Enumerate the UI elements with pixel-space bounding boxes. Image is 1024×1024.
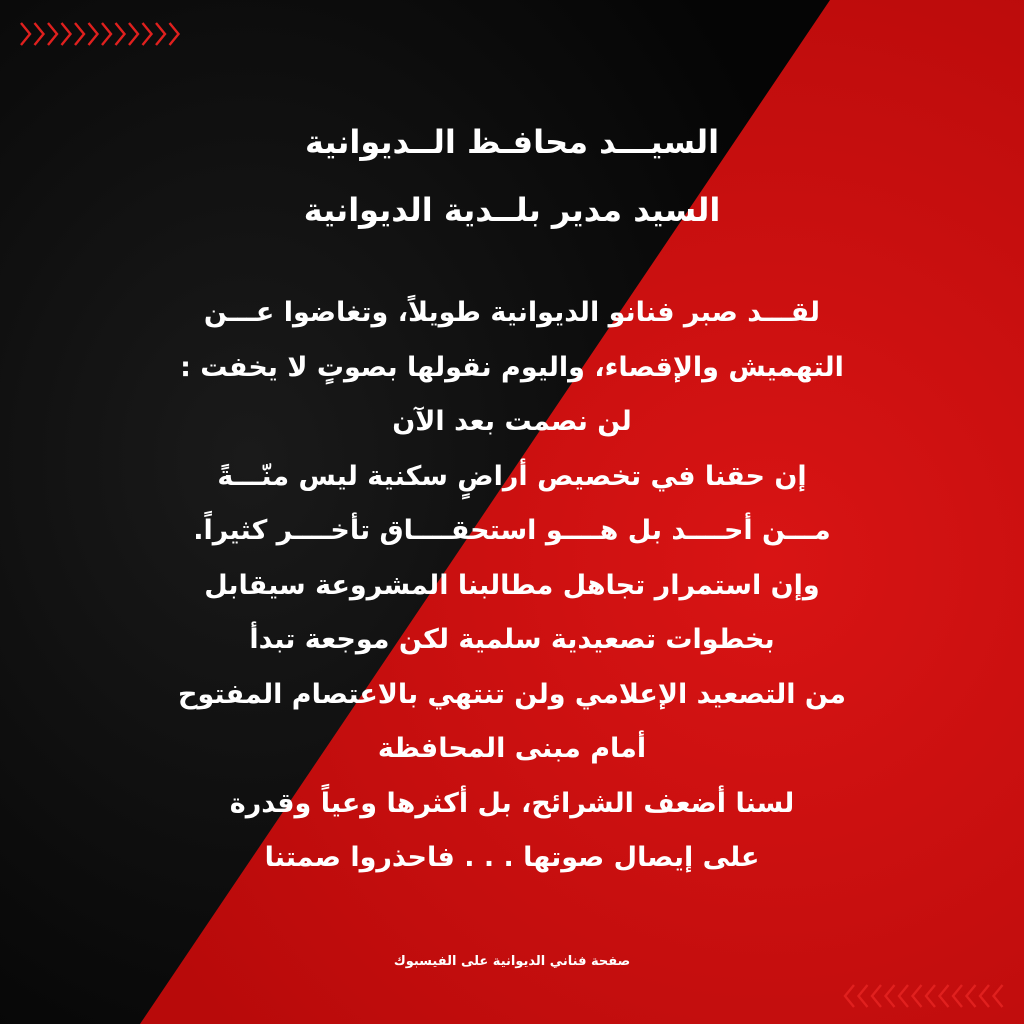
body-line: مـــن أحــــد بل هــــو استحقــــاق تأخــــر كثيراً. xyxy=(193,515,831,546)
body-line: لقـــد صبر فنانو الديوانية طويلاً، وتغاضوا عـــن xyxy=(203,297,821,328)
chevrons-left-icon xyxy=(842,982,1010,1010)
chevron-mark xyxy=(143,23,152,45)
body-line: بخطوات تصعيدية سلمية لكن موجعة تبدأ xyxy=(249,624,775,655)
chevron-mark xyxy=(129,23,138,45)
chevron-mark xyxy=(102,23,111,45)
chevron-mark xyxy=(899,985,908,1007)
chevron-mark xyxy=(926,985,935,1007)
chevron-mark xyxy=(89,23,98,45)
chevron-mark xyxy=(845,985,854,1007)
body-line: وإن استمرار تجاهل مطالبنا المشروعة سيقابل xyxy=(204,569,820,601)
chevron-mark xyxy=(967,985,976,1007)
chevron-mark xyxy=(21,23,30,45)
chevron-mark xyxy=(859,985,868,1007)
chevron-mark xyxy=(994,985,1003,1007)
chevron-mark xyxy=(913,985,922,1007)
statement-body xyxy=(0,286,1024,886)
chevron-mark xyxy=(116,23,125,45)
chevron-mark xyxy=(953,985,962,1007)
chevron-mark xyxy=(156,23,165,45)
chevron-mark xyxy=(980,985,989,1007)
title-municipality: السيد مدير بلــدية الديوانية xyxy=(303,191,721,229)
chevron-mark xyxy=(886,985,895,1007)
footer-credit: صفحة فناني الديوانية على الفيسبوك xyxy=(393,954,631,969)
body-line: إن حقنا في تخصيص أراضٍ سكنية ليس منّـــةً xyxy=(217,460,807,492)
chevron-mark xyxy=(75,23,84,45)
title-governor: السيـــد محافـظ الــديوانية xyxy=(304,123,720,161)
chevron-mark xyxy=(872,985,881,1007)
chevron-mark xyxy=(170,23,179,45)
body-line: من التصعيد الإعلامي ولن تنتهي بالاعتصام المفتوح xyxy=(178,678,846,710)
chevrons-right-icon xyxy=(18,20,186,48)
chevron-mark xyxy=(940,985,949,1007)
body-line: لن نصمت بعد الآن xyxy=(392,406,632,437)
chevron-mark xyxy=(35,23,44,45)
body-line: لسنا أضعف الشرائح، بل أكثرها وعياً وقدرة xyxy=(229,787,795,819)
body-line: أمام مبنى المحافظة xyxy=(377,733,647,764)
chevron-mark xyxy=(48,23,57,45)
body-line: التهميش والإقصاء، واليوم نقولها بصوتٍ لا يخفت : xyxy=(180,351,844,383)
chevron-mark xyxy=(62,23,71,45)
titles xyxy=(0,108,1024,244)
body-line: على إيصال صوتها . . . فاحذروا صمتنا xyxy=(264,842,760,873)
